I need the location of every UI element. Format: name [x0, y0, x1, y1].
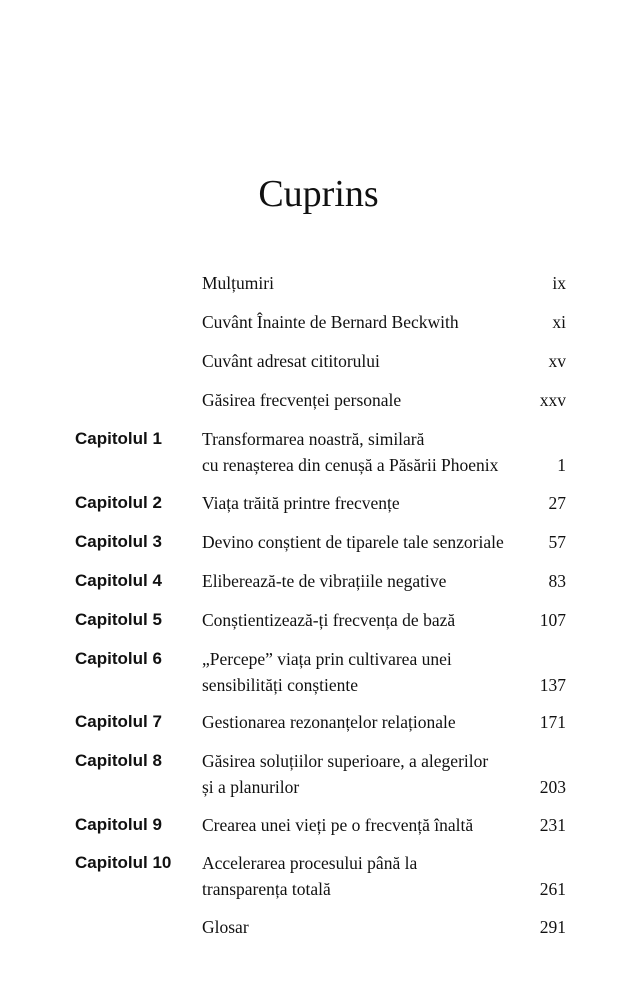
toc-title-line: Găsirea frecvenței personale	[202, 390, 402, 410]
toc-entry-title	[202, 748, 488, 800]
toc-page-number: 1	[557, 455, 566, 475]
toc-title-line: Conștientizează-ți frecvența de bază	[202, 610, 456, 630]
toc-page-number: 261	[539, 879, 566, 899]
toc-entry-title	[202, 850, 417, 902]
toc-page-number: 203	[539, 777, 566, 797]
toc-title-line: Cuvânt adresat cititorului	[202, 351, 380, 371]
toc-title-line: Accelerarea procesului până la	[202, 853, 418, 873]
toc-title-line: Eliberează-te de vibrațiile negative	[202, 571, 447, 591]
chapter-label: Capitolul 9	[75, 815, 162, 834]
toc-title-line: sensibilități conștiente	[202, 675, 359, 695]
toc-page-number: xv	[548, 351, 566, 371]
toc-entry-title	[202, 646, 452, 698]
chapter-label: Capitolul 2	[75, 493, 162, 512]
toc-title-line: Mulțumiri	[202, 273, 274, 293]
toc-entry-title	[202, 607, 455, 633]
toc-page-number: xi	[552, 312, 566, 332]
toc-page-number: 107	[539, 610, 566, 630]
toc-page-number: ix	[552, 273, 566, 293]
toc-page-number: 291	[539, 917, 566, 937]
toc-entry-title	[202, 568, 446, 594]
toc-entry-title	[202, 270, 274, 296]
toc-title-line: Cuvânt Înainte de Bernard Beckwith	[202, 312, 459, 332]
toc-page-number: 57	[548, 532, 566, 552]
toc-page-number: 231	[539, 815, 566, 835]
toc-title-line: transparența totală	[202, 879, 331, 899]
toc-title-line: Devino conștient de tiparele tale senzoriale	[202, 532, 504, 552]
toc-title-line: „Percepe” viața prin cultivarea unei	[202, 649, 452, 669]
toc-page-number: 137	[539, 675, 566, 695]
toc-page-number: 27	[548, 493, 566, 513]
toc-entry-title	[202, 309, 459, 335]
toc-entry-title	[202, 812, 473, 838]
page-title: Cuprins	[258, 173, 379, 215]
toc-title-line: Găsirea soluțiilor superioare, a alegerilor	[202, 751, 489, 771]
chapter-label: Capitolul 3	[75, 532, 162, 551]
toc-title-line: cu renașterea din cenușă a Păsării Phoenix	[202, 455, 499, 475]
toc-entry-title	[202, 529, 504, 555]
toc-title-line: Viața trăită printre frecvențe	[202, 493, 400, 513]
chapter-label: Capitolul 8	[75, 751, 162, 770]
toc-title-line: și a planurilor	[202, 777, 300, 797]
toc-page-number: 171	[539, 712, 566, 732]
chapter-label: Capitolul 10	[75, 853, 172, 872]
toc-title-line: Gestionarea rezonanțelor relaționale	[202, 712, 456, 732]
toc-page-number: 83	[548, 571, 566, 591]
chapter-label: Capitolul 4	[75, 571, 162, 590]
toc-entry-title	[202, 348, 380, 374]
toc-entry-title	[202, 914, 249, 940]
toc-entry-title	[202, 709, 456, 735]
toc-page-number: xxv	[539, 390, 566, 410]
toc-entry-title	[202, 387, 401, 413]
chapter-label: Capitolul 1	[75, 429, 162, 448]
chapter-label: Capitolul 5	[75, 610, 162, 629]
chapter-label: Capitolul 7	[75, 712, 162, 731]
chapter-label: Capitolul 6	[75, 649, 162, 668]
toc-title-line: Crearea unei vieți pe o frecvență înaltă	[202, 815, 474, 835]
toc-title-line: Glosar	[202, 917, 249, 937]
toc-entry-title	[202, 490, 400, 516]
toc-title-line: Transformarea noastră, similară	[202, 429, 425, 449]
toc-entry-title	[202, 426, 498, 478]
